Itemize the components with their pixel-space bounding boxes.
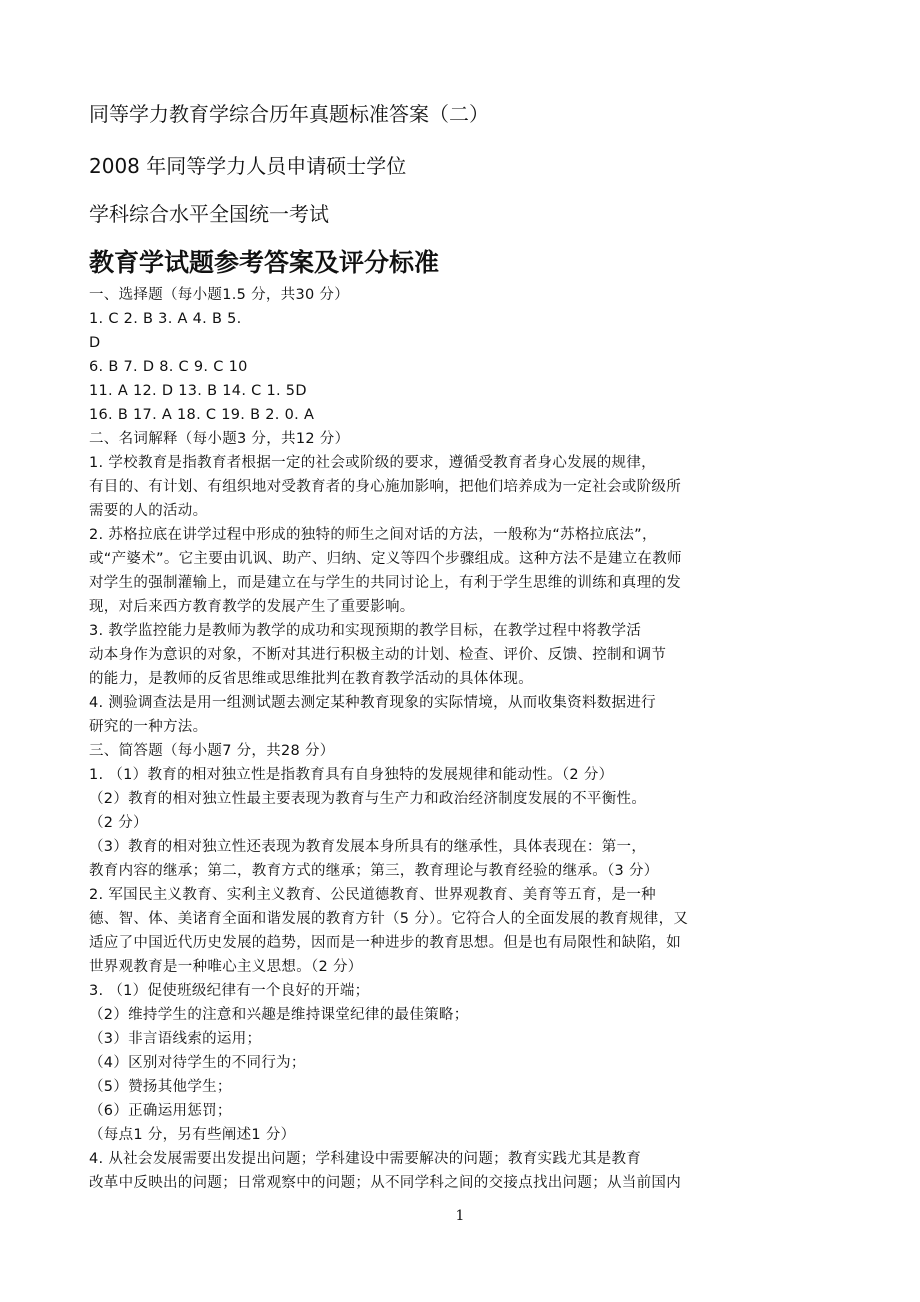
text-line: 3. （1）促使班级纪律有一个良好的开端；	[89, 983, 370, 999]
text-line: 动本身作为意识的对象，不断对其进行积极主动的计划、检查、评价、反馈、控制和调节	[89, 647, 667, 663]
text-line: （3）教育的相对独立性还表现为教育发展本身所具有的继承性，具体表现在：第一，	[89, 839, 647, 855]
text-line: （4）区别对待学生的不同行为；	[89, 1055, 306, 1071]
text-line: 1. （1）教育的相对独立性是指教育具有自身独特的发展规律和能动性。（2 分）	[89, 767, 614, 783]
text-line: （2）维持学生的注意和兴趣是维持课堂纪律的最佳策略；	[89, 1007, 469, 1023]
text-line: 研究的一种方法。	[89, 719, 208, 735]
text-line: （2 分）	[89, 815, 148, 831]
text-line: 适应了中国近代历史发展的趋势，因而是一种进步的教育思想。但是也有局限性和缺陷，如	[89, 935, 681, 951]
section-heading-choice: 一、选择题（每小题1.5 分，共30 分）	[89, 287, 350, 303]
text-line: 16. B 17. A 18. C 19. B 2. 0. A	[89, 407, 315, 423]
section-heading-terms: 二、名词解释（每小题3 分，共12 分）	[89, 431, 350, 447]
text-line: 4. 测验调查法是用一组测试题去测定某种教育现象的实际情境，从而收集资料数据进行	[89, 695, 656, 711]
text-line: 需要的人的活动。	[89, 503, 208, 519]
text-line: 2. 军国民主义教育、实利主义教育、公民道德教育、世界观教育、美育等五育，是一种	[89, 887, 656, 903]
text-line: 4. 从社会发展需要出发提出问题；学科建设中需要解决的问题；教育实践尤其是教育	[89, 1151, 642, 1167]
text-line: 教育内容的继承；第二，教育方式的继承；第三，教育理论与教育经验的继承。（3 分）	[89, 863, 659, 879]
text-line: 1. 学校教育是指教育者根据一定的社会或阶级的要求，遵循受教育者身心发展的规律，	[89, 455, 656, 471]
text-line: （每点1 分，另有些阐述1 分）	[89, 1127, 296, 1143]
text-line: （2）教育的相对独立性最主要表现为教育与生产力和政治经济制度发展的不平衡性。	[89, 791, 647, 807]
document-title: 同等学力教育学综合历年真题标准答案（二）	[89, 102, 489, 126]
text-line: 对学生的强制灌输上，而是建立在与学生的共同讨论上，有利于学生思维的训练和真理的发	[89, 575, 681, 591]
document-main-title: 教育学试题参考答案及评分标准	[89, 248, 440, 277]
text-line: 有目的、有计划、有组织地对受教育者的身心施加影响，把他们培养成为一定社会或阶级所	[89, 479, 681, 495]
page-number: 1	[455, 1208, 465, 1224]
text-line: 或“产婆术”。它主要由讥讽、助产、归纳、定义等四个步骤组成。这种方法不是建立在教师	[89, 551, 682, 567]
text-line: 1. C 2. B 3. A 4. B 5.	[89, 311, 242, 327]
text-line: 的能力，是教师的反省思维或思维批判在教育教学活动的具体体现。	[89, 671, 533, 687]
document-subtitle-2: 学科综合水平全国统一考试	[89, 202, 329, 226]
text-line: 德、智、体、美诸育全面和谐发展的教育方针（5 分）。它符合人的全面发展的教育规律，又	[89, 911, 689, 927]
document-subtitle-1: 2008 年同等学力人员申请硕士学位	[89, 154, 407, 178]
text-line: 现，对后来西方教育教学的发展产生了重要影响。	[89, 599, 415, 615]
text-line: D	[89, 335, 101, 351]
text-line: （6）正确运用惩罚；	[89, 1103, 232, 1119]
text-line: 11. A 12. D 13. B 14. C 1. 5D	[89, 383, 307, 399]
text-line: 2. 苏格拉底在讲学过程中形成的独特的师生之间对话的方法，一般称为“苏格拉底法”，	[89, 527, 657, 543]
text-line: （3）非言语线索的运用；	[89, 1031, 262, 1047]
text-line: 改革中反映出的问题；日常观察中的问题；从不同学科之间的交接点找出问题；从当前国内	[89, 1175, 681, 1191]
text-line: 世界观教育是一种唯心主义思想。（2 分）	[89, 959, 363, 975]
section-heading-short-answer: 三、简答题（每小题7 分，共28 分）	[89, 743, 335, 759]
text-line: 6. B 7. D 8. C 9. C 10	[89, 359, 248, 375]
text-line: 3. 教学监控能力是教师为教学的成功和实现预期的教学目标，在教学过程中将教学活	[89, 623, 642, 639]
text-line: （5）赞扬其他学生；	[89, 1079, 232, 1095]
